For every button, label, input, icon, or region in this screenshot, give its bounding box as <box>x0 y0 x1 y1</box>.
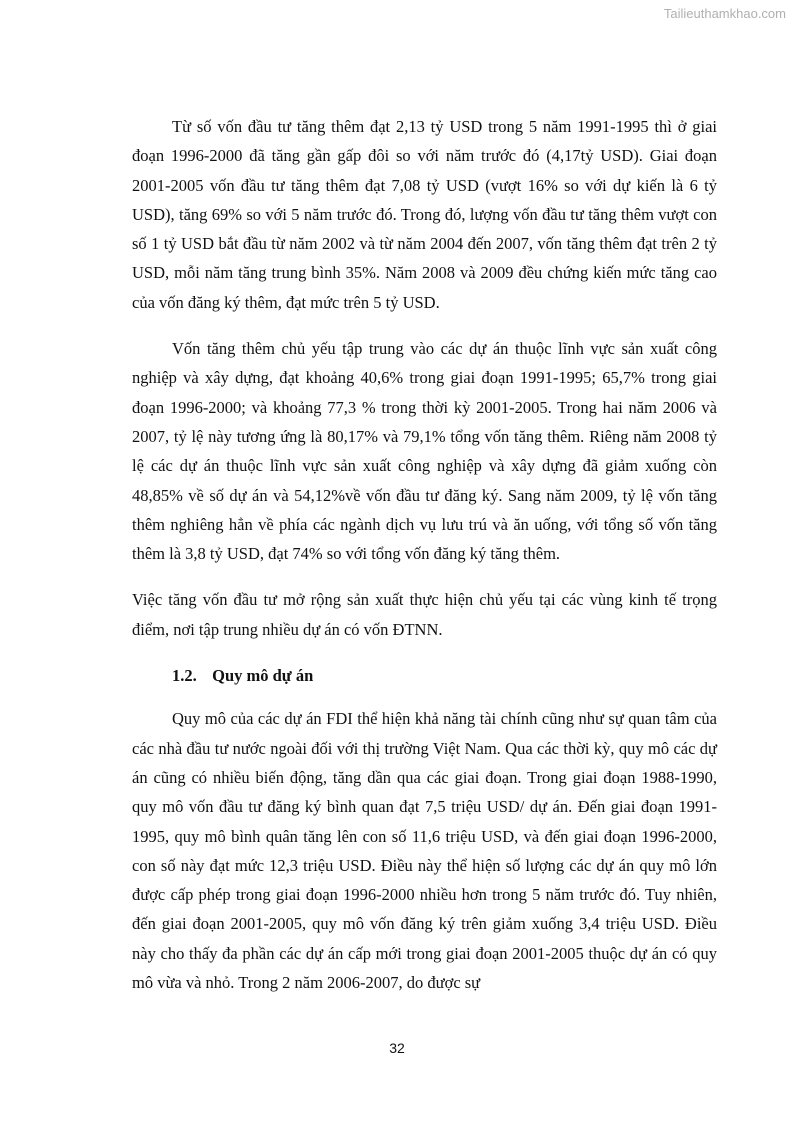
section-heading <box>132 661 717 690</box>
section-title: Quy mô dự án <box>212 666 314 686</box>
watermark: Tailieuthamkhao.com <box>663 6 786 21</box>
section-number: 1.2. <box>172 666 197 686</box>
paragraph-project-scale: Quy mô của các dự án FDI thể hiện khả năng tài chính cũng như sự quan tâm của các nhà đầu tư nước ngoài đối với thị trường Việt Nam. Qua các thời kỳ, quy mô các dự án cũng có nhiều biến động, tăng dần qua các giai đoạn. Trong giai đoạn 1988-1990, quy mô vốn đầu tư đăng ký bình quan đạt 7,5 triệu USD/ dự án. Đến giai đoạn 1991-1995, quy mô bình quân tăng lên con số 11,6 triệu USD, và đến giai đoạn 1996-2000, con số này đạt mức 12,3 triệu USD. Điều này thể hiện số lượng các dự án quy mô lớn được cấp phép trong giai đoạn 1996-2000 nhiều hơn trong 5 năm trước đó. Tuy nhiên, đến giai đoạn 2001-2005, quy mô vốn đăng ký trên giảm xuống 3,4 triệu USD. Điều này cho thấy đa phần các dự án cấp mới trong giai đoạn 2001-2005 thuộc dự án có quy mô vừa và nhỏ. Trong 2 năm 2006-2007, do được sự <box>132 709 717 993</box>
page-number: 32 <box>389 1040 405 1056</box>
document-body <box>132 112 717 1014</box>
paragraph-capital-growth: Từ số vốn đầu tư tăng thêm đạt 2,13 tỷ USD trong 5 năm 1991-1995 thì ở giai đoạn 1996-2000 đã tăng gần gấp đôi so với năm trước đó (4,17tỷ USD). Giai đoạn 2001-2005 vốn đầu tư tăng thêm đạt 7,08 tỷ USD (vượt 16% so với dự kiến là 6 tỷ USD), tăng 69% so với 5 năm trước đó. Trong đó, lượng vốn đầu tư tăng thêm vượt con số 1 tỷ USD bắt đầu từ năm 2002 và từ năm 2004 đến 2007, vốn tăng thêm đạt trên 2 tỷ USD, mỗi năm tăng trung bình 35%. Năm 2008 và 2009 đều chứng kiến mức tăng cao của vốn đăng ký thêm, đạt mức trên 5 tỷ USD. <box>132 117 717 312</box>
paragraph-sector-distribution: Vốn tăng thêm chủ yếu tập trung vào các dự án thuộc lĩnh vực sản xuất công nghiệp và xây dựng, đạt khoảng 40,6% trong giai đoạn 1991-1995; 65,7% trong giai đoạn 1996-2000; và khoảng 77,3 % trong thời kỳ 2001-2005. Trong hai năm 2006 và 2007, tỷ lệ này tương ứng là 80,17% và 79,1% tổng vốn tăng thêm. Riêng năm 2008 tỷ lệ các dự án thuộc lĩnh vực sản xuất công nghiệp và xây dựng đã giảm xuống còn 48,85% về số dự án và 54,12%về vốn đầu tư đăng ký. Sang năm 2009, tỷ lệ vốn tăng thêm nghiêng hẳn về phía các ngành dịch vụ lưu trú và ăn uống, với tổng số vốn tăng thêm là 3,8 tỷ USD, đạt 74% so với tổng vốn đăng ký tăng thêm. <box>132 339 717 564</box>
paragraph-regional-focus: Việc tăng vốn đầu tư mở rộng sản xuất thực hiện chủ yếu tại các vùng kinh tế trọng điểm, nơi tập trung nhiều dự án có vốn ĐTNN. <box>132 590 717 639</box>
